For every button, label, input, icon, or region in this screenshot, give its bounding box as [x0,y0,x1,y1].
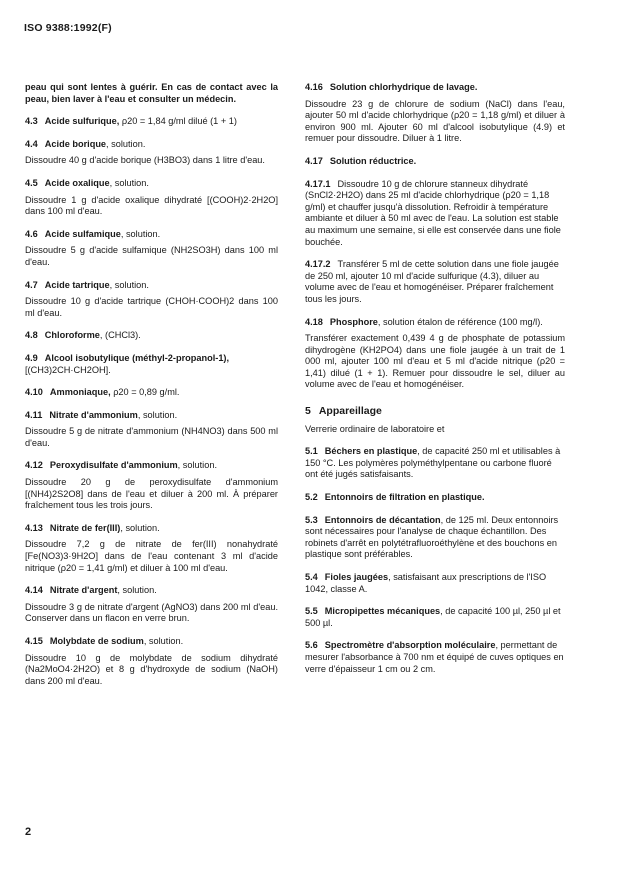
reagent-item [25,116,278,128]
item-heading [305,572,565,595]
reagent-item [305,515,565,561]
item-title: Nitrate de fer(III) [49,522,121,533]
section-title: Appareillage [318,405,382,418]
item-number: 4.11 [25,409,43,420]
reagent-item [305,259,565,305]
item-number: 4.12 [25,460,43,471]
reagent-item [305,179,565,249]
item-text: Dissoudre 5 g d'acide sulfamique (NH2SO3H) dans 100 ml d'eau. [25,245,278,267]
item-text: Dissoudre 40 g d'acide borique (H3BO3) dans 1 litre d'eau. [25,155,265,166]
item-title: Micropipettes mécaniques [324,606,441,617]
item-title: Nitrate d'argent [49,585,118,596]
item-description: , solution étalon de référence (100 mg/l). [377,316,543,327]
item-title: Fioles jaugées [324,572,389,582]
item-description: , de capacité 250 ml et utilisables à 150 °C. Les polymères polyméthylpentane ou carbone fluoré ont été jugés satisfaisants. [305,446,561,480]
item-text: Dissoudre 20 g de peroxydisulfate d'ammonium [(NH4)2S2O8] dans de l'eau et diluer à 200 ml. À préparer fraîchement tous les trois jours. [25,477,278,511]
item-title: Alcool isobutylique (méthyl-2-propanol-1), [44,352,230,363]
item-description: , solution. [143,636,184,646]
item-heading [25,387,278,399]
reagent-item [305,492,565,504]
item-number: 4.5 [25,177,38,188]
item-number: 5.3 [305,514,318,525]
item-title: Entonnoirs de filtration en plastique. [324,492,485,503]
item-title: Acide borique [44,138,107,149]
item-text: Dissoudre 10 g d'acide tartrique (CHOH·COOH)2 dans 100 ml d'eau. [25,296,278,318]
item-title: Ammoniaque, [49,387,111,398]
item-heading [305,640,565,675]
item-number: 5.6 [305,640,318,651]
item-number: 5.5 [305,606,318,617]
item-heading [305,492,565,504]
item-title: Molybdate de sodium [49,636,144,646]
reagent-item [25,410,278,450]
reagent-item [305,606,565,629]
reagent-item [25,523,278,574]
item-heading [305,515,565,561]
item-heading [25,139,278,151]
section-number: 5 [305,405,311,418]
item-description: [(CH3)2CH·CH2OH]. [25,364,111,375]
item-number: 5.1 [305,446,318,457]
document-header: ISO 9388:1992(F) [24,22,112,34]
item-title: Chloroforme [44,330,100,341]
item-description: , de 125 ml. Deux entonnoirs sont nécessaires pour l'analyse de chaque échantillon. Des robinets d'arrêt en polytétrafluoroéthylène et des bouchons en plastique sont préférables. [305,514,559,560]
item-title: Acide sulfurique, [44,116,120,127]
item-heading [305,259,565,305]
apparatus-list [305,446,565,675]
reagent-list-left [25,116,278,687]
left-column [25,82,278,698]
item-number: 4.17 [305,155,323,166]
item-title: Phosphore [329,316,378,327]
item-heading [25,585,278,597]
item-number: 4.13 [25,522,43,533]
right-column [305,82,565,686]
item-text: Dissoudre 3 g de nitrate d'argent (AgNO3) dans 200 ml d'eau. Conserver dans un flacon en verre brun. [25,601,278,624]
reagent-item [25,636,278,687]
reagent-item [25,330,278,342]
reagent-item [25,585,278,625]
item-description: , (CHCl3). [99,330,141,341]
item-heading [25,330,278,342]
item-title: Spectromètre d'absorption moléculaire [324,640,496,651]
item-description: , solution. [117,585,157,596]
item-title: Acide oxalique [44,177,110,188]
item-number: 4.15 [25,636,43,646]
item-number: 4.14 [25,585,43,596]
item-title: Solution chlorhydrique de lavage. [329,82,478,92]
item-number: 4.7 [25,279,38,290]
item-heading [305,317,565,329]
item-heading [25,178,278,190]
item-number: 4.18 [305,316,323,327]
item-number: 4.3 [25,116,38,127]
reagent-item [25,460,278,511]
item-description: ρ20 = 1,84 g/ml dilué (1 + 1) [119,116,237,127]
item-description: , satisfaisant aux prescriptions de l'ISO 1042, classe A. [305,572,547,594]
item-heading [305,82,565,94]
section-heading [305,406,565,418]
item-number: 4.9 [25,352,38,363]
item-heading [25,410,278,422]
item-description: , solution. [106,138,146,149]
item-heading [305,156,565,168]
item-number: 4.4 [25,138,38,149]
item-title: Acide sulfamique [44,228,121,239]
reagent-item [305,82,565,145]
reagent-item [25,178,278,218]
item-number: 4.16 [305,82,323,92]
item-heading [305,179,565,249]
safety-warning: peau qui sont lentes à guérir. En cas de contact avec la peau, bien laver à l'eau et consulter un médecin. [25,82,278,104]
item-number: 5.4 [305,572,318,582]
item-heading [25,229,278,241]
item-description: , solution. [137,409,178,420]
reagent-item [305,640,565,675]
item-heading [25,280,278,292]
item-number: 4.10 [25,387,43,398]
item-text: Dissoudre 7,2 g de nitrate de fer(III) nonahydraté [Fe(NO3)3·9H2O] dans de l'eau contenant 3 ml d'acide nitrique (ρ20 = 1,41 g/ml) et diluer à 100 ml d'eau. [25,539,278,573]
item-title: Entonnoirs de décantation [324,514,441,525]
item-text: Dissoudre 10 g de chlorure stanneux dihydraté (SnCl2·2H2O) dans 25 ml d'acide chlorhydrique (ρ20 = 1,18 g/ml) et chauffer jusqu'à dissolution. Refroidir à température ambiante et diluer à 50 ml avec de l'eau. La solution est stable au maximum une semaine, si elle est conservée dans une fiole bouchée. [305,178,561,247]
reagent-item [305,317,565,392]
reagent-item [25,139,278,167]
item-heading [25,353,278,376]
item-description: , solution. [109,177,149,188]
item-description: , de capacité 100 µl, 250 µl et 500 µl. [305,606,561,628]
item-title: Peroxydisulfate d'ammonium [49,460,178,471]
item-description: , permettant de mesurer l'absorbance à 700 nm et équipé de cuves optiques en verre d'épaisseur 1 cm ou 2 cm. [305,640,564,674]
item-title: Béchers en plastique [324,446,418,457]
reagent-item [25,280,278,320]
reagent-list-right [305,82,565,391]
reagent-item [25,353,278,376]
item-description: , solution. [120,228,161,239]
item-text: Transférer 5 ml de cette solution dans une fiole jaugée de 250 ml, ajouter 10 ml d'acide sulfurique (4.3), diluer au volume avec de l'eau et homogénéiser. Préparer fraîchement tous les jours. [305,259,559,304]
item-heading [25,523,278,535]
item-heading [25,460,278,472]
section-intro: Verrerie ordinaire de laboratoire et [305,423,445,434]
item-number: 5.2 [305,492,318,503]
reagent-item [305,156,565,168]
item-heading [305,446,565,481]
item-text: Dissoudre 1 g d'acide oxalique dihydraté [(COOH)2·2H2O] dans 100 ml d'eau. [25,194,278,217]
item-heading [305,606,565,629]
item-description: , solution. [177,460,217,471]
item-description: ρ20 = 0,89 g/ml. [110,387,180,398]
item-text: Dissoudre 23 g de chlorure de sodium (NaCl) dans l'eau, ajouter 50 ml d'acide chlorhydrique (ρ20 = 1,18 g/ml) et diluer à environ 900 ml. Ajouter 60 ml d'alcool isobutylique (4.9) et remuer pour dissoudre. Diluer à 1 litre. [305,98,565,144]
item-number: 4.8 [25,330,38,341]
item-number: 4.6 [25,228,38,239]
item-text: Dissoudre 10 g de molybdate de sodium dihydraté (Na2MoO4·2H2O) et 8 g d'hydroxyde de sodium (NaOH) dans 200 ml d'eau. [25,652,278,686]
item-number: 4.17.1 [305,178,331,189]
item-title: Nitrate d'ammonium [49,409,138,420]
reagent-item [25,387,278,399]
item-heading [25,116,278,128]
reagent-item [25,229,278,269]
reagent-item [305,572,565,595]
reagent-item [305,446,565,481]
item-heading [25,636,278,648]
page-number: 2 [25,826,32,838]
item-text: Dissoudre 5 g de nitrate d'ammonium (NH4NO3) dans 500 ml d'eau. [25,426,278,448]
item-number: 4.17.2 [305,259,331,270]
item-text: Transférer exactement 0,439 4 g de phosphate de potassium dihydrogène (KH2PO4) dans une fiole jaugée à un trait de 1 000 ml, ajouter 100 ml d'eau et 5 ml d'acide nitrique (ρ20 = 1,41) dilué (1 + 1). Remuer pour dissoudre le sel, diluer au volume avec de l'eau et homogénéiser. [305,333,565,390]
item-title: Solution réductrice. [329,155,417,166]
item-description: , solution. [109,279,149,290]
item-description: , solution. [120,522,160,533]
item-title: Acide tartrique [44,279,110,290]
